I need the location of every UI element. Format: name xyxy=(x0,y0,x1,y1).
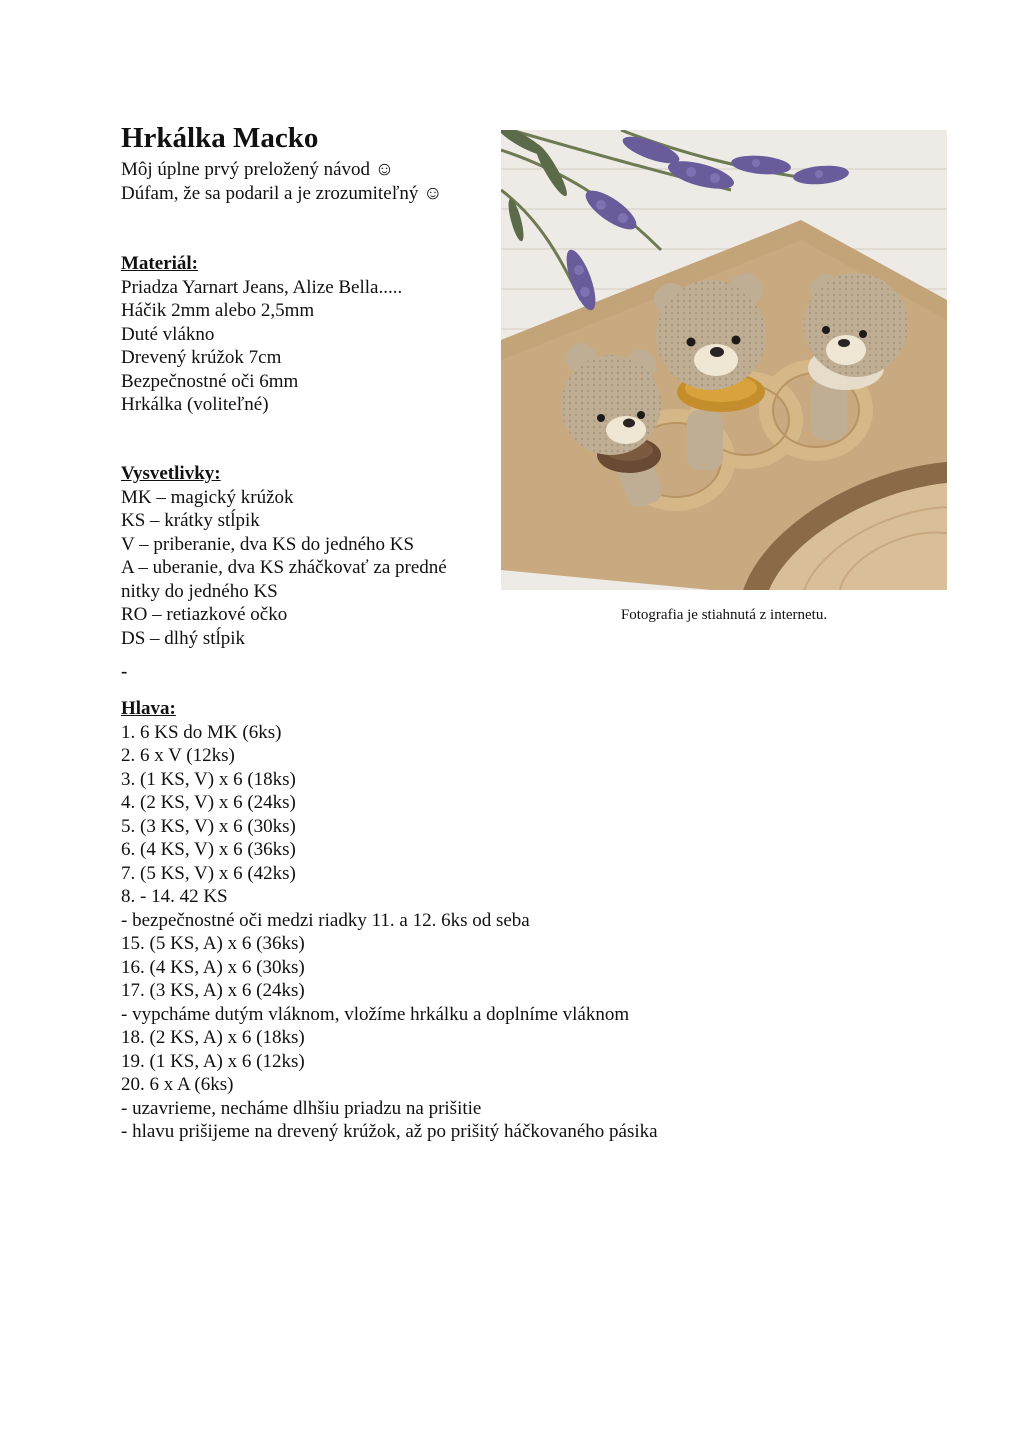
head-row: 20. 6 x A (6ks) xyxy=(121,1074,234,1095)
materials-item: Priadza Yarnart Jeans, Alize Bella..... xyxy=(121,276,403,298)
separator-dash: - xyxy=(121,661,128,682)
materials-item: Bezpečnostné oči 6mm xyxy=(121,370,299,392)
materials-item: Hrkálka (voliteľné) xyxy=(121,394,269,415)
materials-heading: Materiál: xyxy=(121,253,199,274)
head-row: 7. (5 KS, V) x 6 (42ks) xyxy=(121,862,296,884)
head-row: 19. (1 KS, A) x 6 (12ks) xyxy=(121,1050,305,1072)
head-row: 1. 6 KS do MK (6ks) xyxy=(121,721,282,743)
head-row: - bezpečnostné oči medzi riadky 11. a 12. 6ks od seba xyxy=(121,909,530,931)
intro-line: Dúfam, že sa podaril a je zrozumiteľný ☺ xyxy=(121,182,443,204)
head-row: 8. - 14. 42 KS xyxy=(121,886,228,907)
head-row: 16. (4 KS, A) x 6 (30ks) xyxy=(121,956,305,978)
head-row: 6. (4 KS, V) x 6 (36ks) xyxy=(121,839,296,860)
head-row: 5. (3 KS, V) x 6 (30ks) xyxy=(121,815,296,837)
head-row: 15. (5 KS, A) x 6 (36ks) xyxy=(121,933,305,954)
page-title: Hrkálka Macko xyxy=(121,122,319,154)
head-row: 17. (3 KS, A) x 6 (24ks) xyxy=(121,980,305,1001)
head-row: 3. (1 KS, V) x 6 (18ks) xyxy=(121,768,296,790)
legend-item: KS – krátky stĺpik xyxy=(121,510,260,531)
intro-line: Môj úplne prvý preložený návod ☺ xyxy=(121,159,395,180)
intro-text xyxy=(121,158,443,205)
materials-section xyxy=(121,252,402,417)
materials-item: Drevený krúžok 7cm xyxy=(121,347,282,368)
head-row: - uzavrieme, necháme dlhšiu priadzu na prišitie xyxy=(121,1097,482,1119)
materials-item: Háčik 2mm alebo 2,5mm xyxy=(121,300,315,321)
legend-section xyxy=(121,462,447,650)
bear-rattles-photo xyxy=(501,130,947,590)
legend-item: MK – magický krúžok xyxy=(121,486,294,508)
head-heading: Hlava: xyxy=(121,698,176,719)
head-row: 18. (2 KS, A) x 6 (18ks) xyxy=(121,1027,305,1048)
head-row: 2. 6 x V (12ks) xyxy=(121,745,235,766)
legend-heading: Vysvetlivky: xyxy=(121,463,221,484)
head-row: - hlavu prišijeme na drevený krúžok, až po prišitý háčkovaného pásika xyxy=(121,1121,658,1142)
legend-item: V – priberanie, dva KS do jedného KS xyxy=(121,533,415,555)
head-row: - vypcháme dutým vláknom, vložíme hrkálku a doplníme vláknom xyxy=(121,1003,630,1025)
legend-item: DS – dlhý stĺpik xyxy=(121,627,246,649)
materials-item: Duté vlákno xyxy=(121,323,215,345)
legend-item: A – uberanie, dva KS zháčkovať za predné xyxy=(121,557,447,578)
legend-item: RO – retiazkové očko xyxy=(121,604,288,625)
head-row: 4. (2 KS, V) x 6 (24ks) xyxy=(121,792,296,813)
photo-caption: Fotografia je stiahnutá z internetu. xyxy=(620,607,828,623)
head-section xyxy=(121,697,658,1144)
legend-item: nitky do jedného KS xyxy=(121,580,278,602)
